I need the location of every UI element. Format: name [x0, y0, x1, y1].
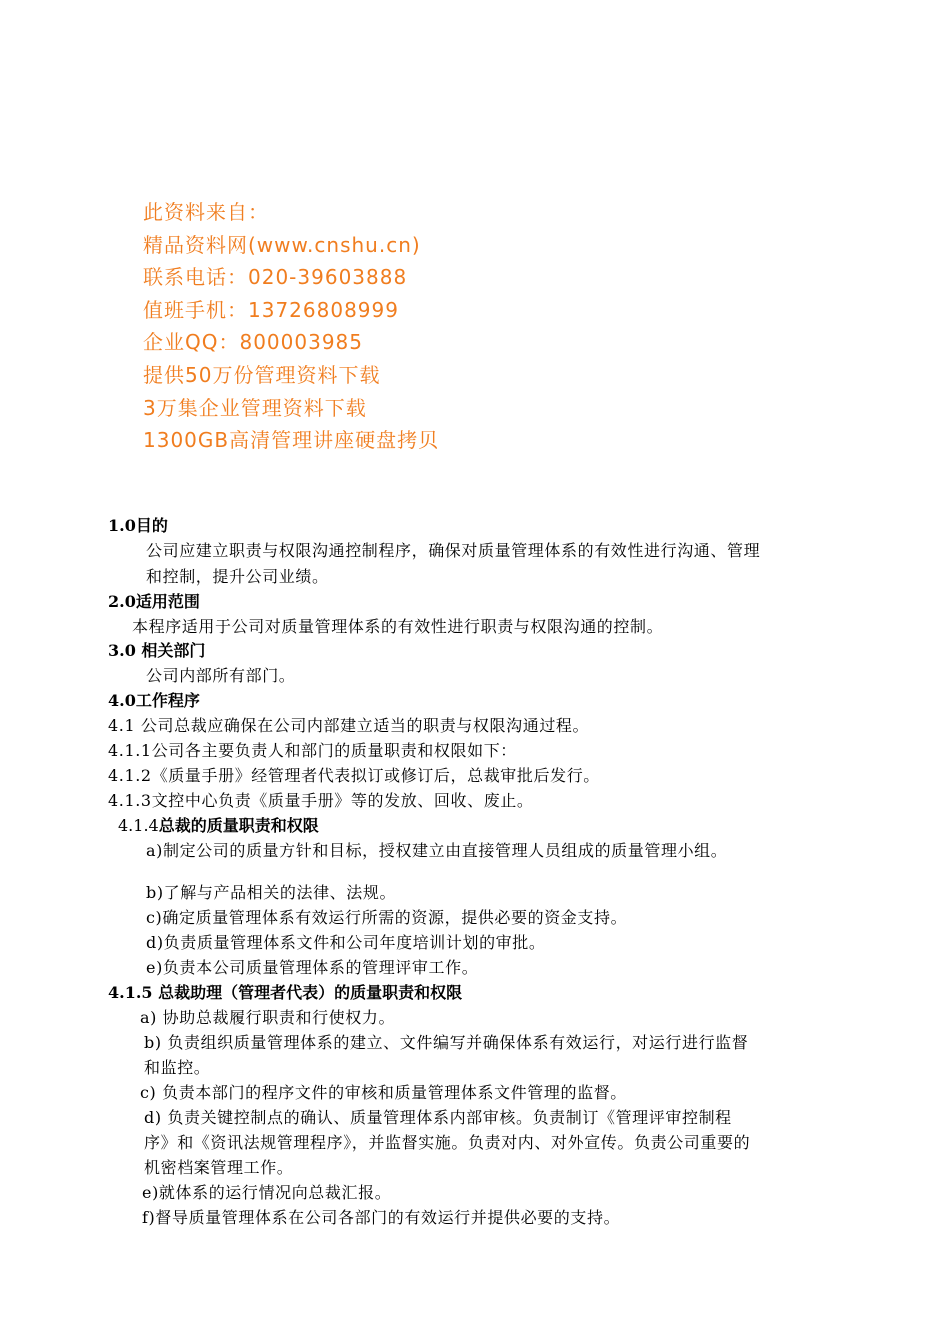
section-3-body: 公司内部所有部门。 [146, 666, 296, 685]
clause-4-1-1: 4.1.1公司各主要负责人和部门的质量职责和权限如下： [108, 741, 517, 760]
clause-4-1-5-item-d-line-2: 序》和《资讯法规管理程序》，并监督实施。负责对内、对外宣传。负责公司重要的 [144, 1133, 751, 1152]
clause-4-1-4-item-e: e)负责本公司质量管理体系的管理评审工作。 [146, 958, 479, 977]
clause-4-1: 4.1 公司总裁应确保在公司内部建立适当的职责与权限沟通过程。 [108, 716, 590, 735]
clause-4-1-4-number: 4.1.4 [118, 816, 159, 835]
promo-source-line: 此资料来自： [143, 200, 269, 224]
clause-4-1-4-title: 总裁的质量职责和权限 [158, 816, 319, 835]
clause-4-1-5-item-f: f)督导质量管理体系在公司各部门的有效运行并提供必要的支持。 [142, 1208, 621, 1227]
clause-4-1-2: 4.1.2《质量手册》经管理者代表拟订或修订后，总裁审批后发行。 [108, 766, 600, 785]
section-1-heading: 1.0目的 [108, 516, 168, 535]
section-1-body-line-2: 和控制，提升公司业绩。 [146, 567, 329, 586]
clause-4-1-4-item-d: d)负责质量管理体系文件和公司年度培训计划的审批。 [146, 933, 546, 952]
clause-4-1-5-item-b-line-1: b) 负责组织质量管理体系的建立、文件编写并确保体系有效运行，对运行进行监督 [144, 1033, 749, 1052]
promo-offer-line-2: 3万集企业管理资料下载 [143, 395, 367, 420]
section-2-body: 本程序适用于公司对质量管理体系的有效性进行职责与权限沟通的控制。 [132, 617, 664, 636]
clause-4-1-5-item-c: c) 负责本部门的程序文件的审核和质量管理体系文件管理的监督。 [140, 1083, 627, 1102]
section-1-body-line-1: 公司应建立职责与权限沟通控制程序，确保对质量管理体系的有效性进行沟通、管理 [146, 541, 761, 560]
section-3-heading: 3.0 相关部门 [108, 641, 206, 660]
clause-4-1-5-item-b-line-2: 和监控。 [144, 1058, 211, 1077]
promo-qq-line: 企业QQ：800003985 [143, 330, 364, 355]
clause-4-1-4-heading [118, 815, 319, 837]
promo-phone-line: 联系电话：020-39603888 [143, 265, 408, 290]
promo-offer-line-3: 1300GB高清管理讲座硬盘拷贝 [143, 428, 440, 453]
clause-4-1-3: 4.1.3文控中心负责《质量手册》等的发放、回收、废止。 [108, 791, 534, 810]
clause-4-1-5-item-a: a) 协助总裁履行职责和行使权力。 [140, 1008, 396, 1027]
promo-mobile-line: 值班手机：13726808999 [143, 297, 399, 322]
clause-4-1-4-item-b: b)了解与产品相关的法律、法规。 [146, 883, 397, 902]
section-4-heading: 4.0工作程序 [108, 691, 200, 710]
section-2-heading: 2.0适用范围 [108, 592, 200, 611]
clause-4-1-5-item-e: e)就体系的运行情况向总裁汇报。 [142, 1183, 392, 1202]
promo-offer-line-1: 提供50万份管理资料下载 [143, 362, 381, 387]
clause-4-1-5-heading: 4.1.5 总裁助理（管理者代表）的质量职责和权限 [108, 983, 463, 1002]
clause-4-1-4-item-c: c)确定质量管理体系有效运行所需的资源，提供必要的资金支持。 [146, 908, 628, 927]
clause-4-1-4-item-a: a)制定公司的质量方针和目标，授权建立由直接管理人员组成的质量管理小组。 [146, 841, 728, 860]
clause-4-1-5-item-d-line-1: d) 负责关键控制点的确认、质量管理体系内部审核。负责制订《管理评审控制程 [144, 1108, 732, 1127]
promo-block [143, 196, 439, 457]
promo-site-line: 精品资料网(www.cnshu.cn) [143, 232, 421, 257]
clause-4-1-5-item-d-line-3: 机密档案管理工作。 [144, 1158, 294, 1177]
